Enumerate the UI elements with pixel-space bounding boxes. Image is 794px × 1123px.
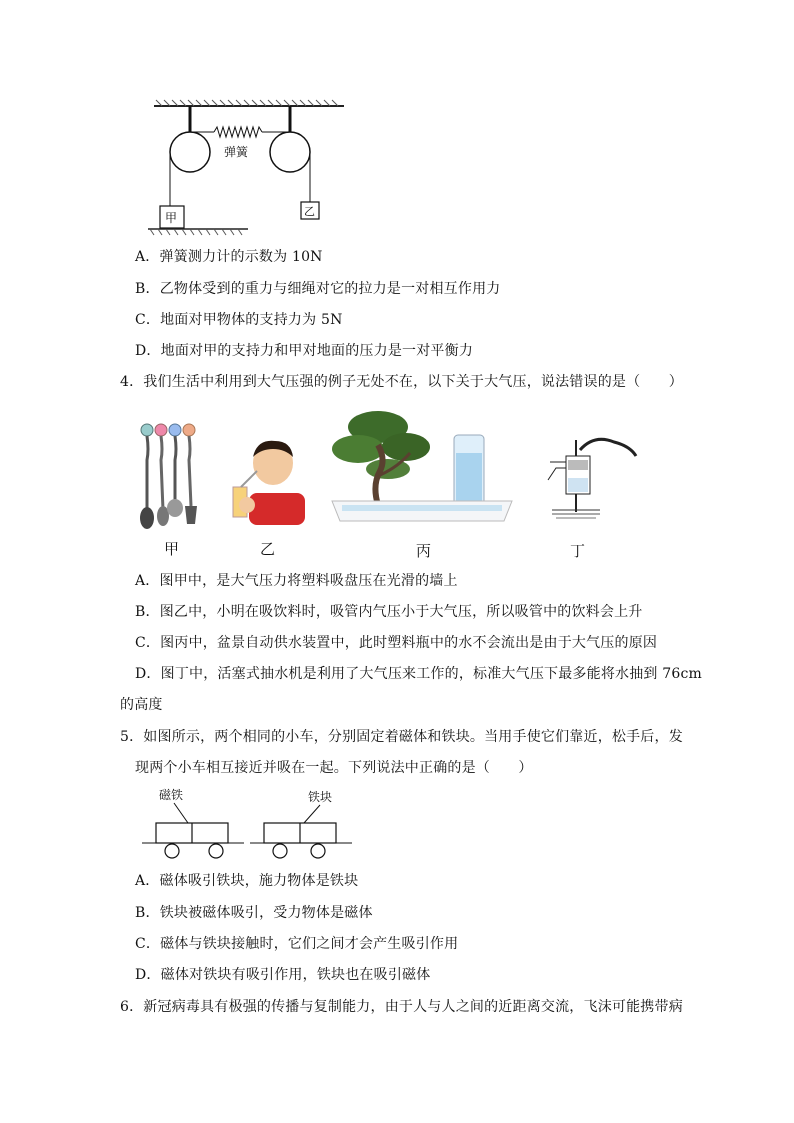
q3-option-d: D．地面对甲的支持力和甲对地面的压力是一对平衡力 [135,343,474,359]
q5-option-a: A．磁体吸引铁块，施力物体是铁块 [135,873,359,889]
caption-ding: 丁 [570,542,586,560]
q3-option-c: C．地面对甲物体的支持力为 5N [135,312,343,328]
spring-label: 弹簧 [224,145,249,159]
iron-label: 铁块 [308,790,333,804]
q4-option-a: A．图甲中，是大气压力将塑料吸盘压在光滑的墙上 [135,573,458,589]
q3-option-b: B．乙物体受到的重力与细绳对它的拉力是一对相互作用力 [135,281,501,297]
pulley-spring-figure [140,98,350,238]
q4-option-c: C．图丙中，盆景自动供水装置中，此时塑料瓶中的水不会流出是由于大气压的原因 [135,635,658,651]
q5-option-d: D．磁体对铁块有吸引作用，铁块也在吸引磁体 [135,967,431,983]
q4-option-d-continued: 的高度 [120,697,163,713]
caption-bing: 丙 [416,542,432,560]
left-block-label: 甲 [165,211,178,225]
caption-jia: 甲 [164,540,180,558]
boy-drinking-image [225,435,307,525]
q4-option-d: D．图丁中，活塞式抽水机是利用了大气压来工作的，标准大气压下最多能将水抽到 76cm [135,666,703,682]
q4-option-b: B．图乙中，小明在吸饮料时，吸管内气压小于大气压，所以吸管中的饮料会上升 [135,604,643,620]
suction-hooks-image [135,420,209,532]
q5-stem-line2: 现两个小车相互接近并吸在一起。下列说法中正确的是（ ） [135,760,533,776]
q4-stem: 4．我们生活中利用到大气压强的例子无处不在，以下关于大气压，说法错误的是（ ） [120,374,683,390]
right-block-label: 乙 [304,205,315,218]
q5-option-b: B．铁块被磁体吸引，受力物体是磁体 [135,905,373,921]
q6-stem-line1: 6．新冠病毒具有极强的传播与复制能力，由于人与人之间的近距离交流，飞沫可能携带病 [120,999,683,1015]
q5-stem-line1: 5．如图所示，两个相同的小车，分别固定着磁体和铁块。当用手使它们靠近，松手后，发 [120,729,683,745]
magnet-label: 磁铁 [159,788,184,802]
bonsai-water-supply-image [328,405,516,527]
caption-yi: 乙 [260,540,276,558]
q5-option-c: C．磁体与铁块接触时，它们之间才会产生吸引作用 [135,936,459,952]
piston-pump-image [530,430,638,522]
magnet-carts-figure [140,785,360,863]
q3-option-a: A．弹簧测力计的示数为 10N [135,249,323,265]
